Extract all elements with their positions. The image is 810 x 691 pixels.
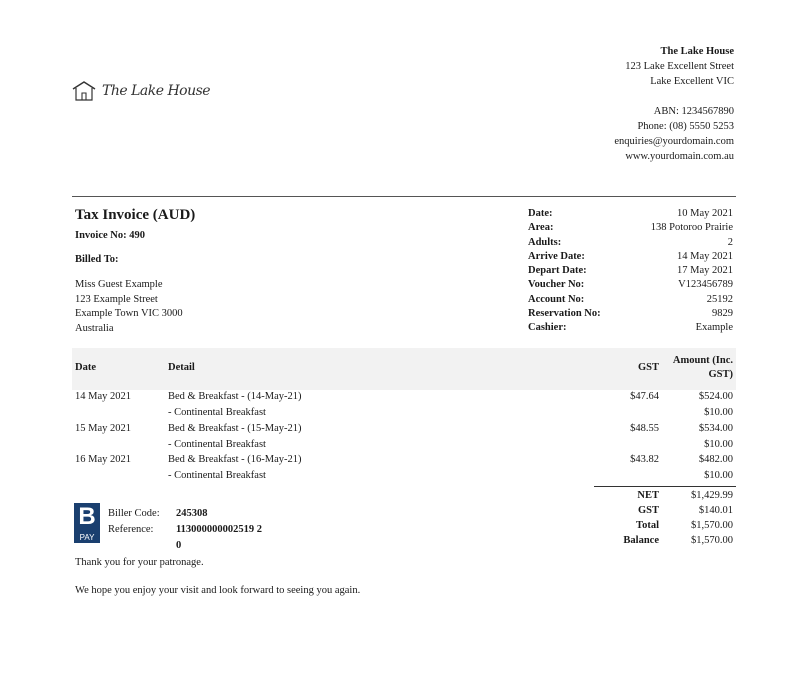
detail-value: 9829: [712, 308, 733, 320]
total-value: $140.01: [698, 505, 733, 516]
invoice-title: Tax Invoice (AUD): [75, 207, 196, 223]
table-row-amount: [660, 421, 733, 452]
totals-row: [594, 488, 733, 503]
item-detail: Bed & Breakfast - (14-May-21): [168, 391, 302, 402]
table-row-date: 16 May 2021: [75, 454, 131, 465]
bpay-details: [108, 506, 262, 554]
bpay-logo: [74, 503, 100, 543]
hotel-logo: [72, 80, 210, 102]
biller-code-value: 245308: [176, 508, 208, 519]
booking-details: [528, 207, 733, 336]
table-row-detail: [168, 389, 302, 420]
detail-row: [528, 236, 733, 250]
reference-value: 113000000002519 2: [176, 524, 263, 535]
totals-row: [594, 518, 733, 533]
totals-row: [594, 503, 733, 518]
reference-label: Reference:: [108, 524, 154, 535]
total-label: Total: [636, 520, 659, 531]
header-divider: [72, 196, 736, 197]
logo-text: The Lake House: [102, 83, 211, 99]
detail-row: [528, 307, 733, 321]
detail-value: 25192: [706, 293, 733, 305]
guest-street: 123 Example Street: [75, 293, 158, 305]
table-row-detail: [168, 452, 302, 483]
totals: [594, 488, 733, 548]
col-amount-header: [660, 354, 733, 382]
col-detail-header: Detail: [168, 362, 195, 373]
detail-label: Voucher No:: [528, 279, 585, 291]
invoice-number: Invoice No: 490: [75, 230, 145, 241]
closing-note: We hope you enjoy your visit and look forward to seeing you again.: [75, 585, 361, 596]
hotel-phone: Phone: (08) 5550 5253: [637, 121, 734, 132]
item-sub-detail: - Continental Breakfast: [168, 406, 266, 418]
thanks-note: Thank you for your patronage.: [75, 557, 204, 568]
detail-label: Date:: [528, 208, 553, 219]
total-label: GST: [637, 505, 659, 516]
detail-label: Depart Date:: [528, 265, 587, 277]
hotel-locality: Lake Excellent VIC: [650, 76, 734, 87]
table-row-detail: [168, 421, 302, 452]
detail-value: 138 Potoroo Prairie: [650, 222, 733, 234]
detail-row: [528, 250, 733, 264]
detail-label: Adults:: [528, 236, 562, 248]
item-detail: Bed & Breakfast - (16-May-21): [168, 454, 302, 465]
item-sub-detail: - Continental Breakfast: [168, 438, 266, 450]
table-row-gst: $48.55: [630, 423, 659, 434]
detail-value: 17 May 2021: [677, 265, 733, 277]
hotel-name: The Lake House: [660, 46, 734, 57]
detail-value: Example: [695, 322, 733, 334]
table-row-amount: [660, 389, 733, 420]
item-amount: $482.00: [698, 454, 733, 465]
total-label: NET: [637, 490, 659, 501]
table-row-amount: [660, 452, 733, 483]
reference-value-cont: 0: [176, 540, 182, 551]
guest-country: Australia: [75, 322, 114, 334]
detail-row: [528, 207, 733, 221]
item-amount: $534.00: [698, 423, 733, 434]
detail-label: Arrive Date:: [528, 250, 585, 262]
detail-label: Account No:: [528, 293, 585, 305]
detail-row: [528, 321, 733, 335]
detail-row: [528, 264, 733, 278]
detail-label: Reservation No:: [528, 308, 601, 320]
total-label: Balance: [623, 535, 659, 546]
billed-address: [75, 278, 183, 336]
detail-row: [528, 221, 733, 235]
bpay-logo-mark: B: [78, 503, 96, 530]
detail-row: [528, 293, 733, 307]
item-sub-amount: $10.00: [704, 469, 733, 481]
total-value: $1,429.99: [691, 490, 733, 501]
table-row-gst: $43.82: [630, 454, 659, 465]
detail-value: V123456789: [678, 279, 733, 291]
hotel-email: enquiries@yourdomain.com: [614, 136, 734, 147]
detail-label: Area:: [528, 222, 554, 234]
detail-value: 10 May 2021: [677, 208, 733, 219]
totals-divider: [594, 486, 736, 487]
hotel-info: [614, 44, 734, 164]
item-sub-amount: $10.00: [704, 406, 733, 418]
total-value: $1,570.00: [691, 520, 733, 531]
biller-code-label: Biller Code:: [108, 508, 160, 519]
item-detail: Bed & Breakfast - (15-May-21): [168, 423, 302, 434]
table-row-gst: $47.64: [630, 391, 659, 402]
house-icon: [72, 80, 96, 102]
col-gst-header: GST: [637, 362, 659, 373]
hotel-website: www.yourdomain.com.au: [625, 151, 734, 162]
amount-header-line: GST): [708, 369, 733, 380]
detail-value: 14 May 2021: [677, 250, 733, 262]
hotel-abn: ABN: 1234567890: [653, 106, 734, 117]
amount-header-line: Amount (Inc.: [672, 355, 733, 366]
col-date-header: Date: [75, 362, 96, 373]
bpay-logo-text: PAY: [79, 533, 95, 542]
billed-to-label: Billed To:: [75, 254, 119, 265]
detail-label: Cashier:: [528, 322, 567, 334]
hotel-street: 123 Lake Excellent Street: [625, 61, 734, 72]
table-row-date: 15 May 2021: [75, 423, 131, 434]
detail-value: 2: [727, 236, 733, 248]
item-amount: $524.00: [698, 391, 733, 402]
total-value: $1,570.00: [691, 535, 733, 546]
totals-row: [594, 533, 733, 548]
table-row-date: 14 May 2021: [75, 391, 131, 402]
item-sub-detail: - Continental Breakfast: [168, 469, 266, 481]
guest-name: Miss Guest Example: [75, 279, 163, 290]
guest-town: Example Town VIC 3000: [75, 308, 183, 319]
item-sub-amount: $10.00: [704, 438, 733, 450]
detail-row: [528, 278, 733, 292]
